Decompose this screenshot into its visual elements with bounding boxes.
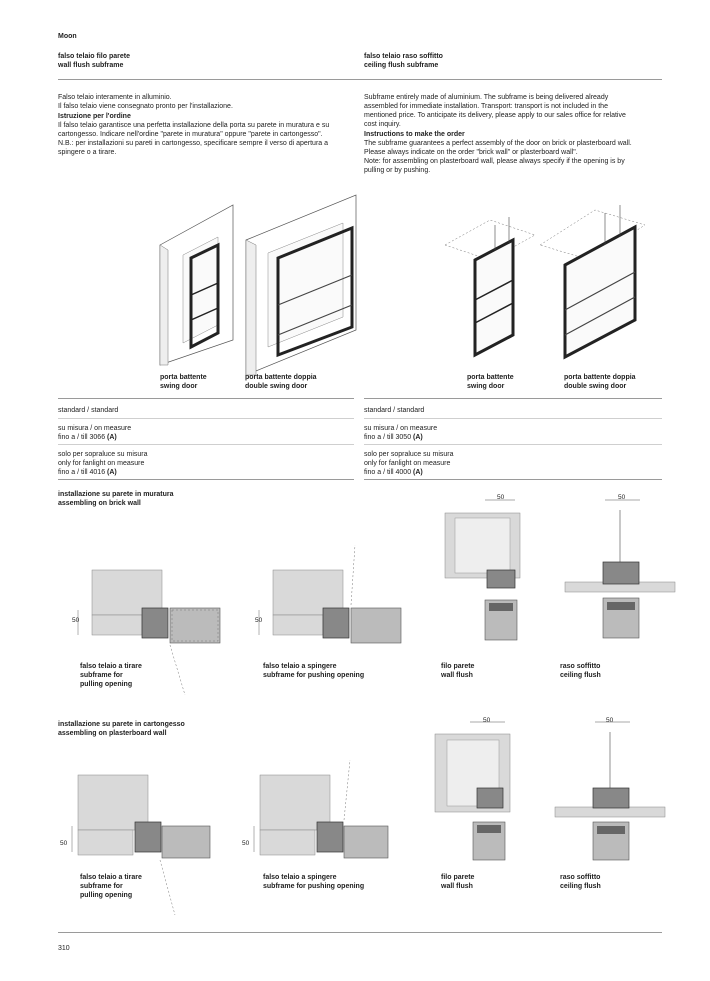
wall-flush-doors-illustration	[158, 195, 358, 360]
left-title-en: wall flush subframe	[58, 62, 124, 69]
caption-line: filo parete	[441, 663, 475, 670]
brick-caption-pulling	[80, 662, 142, 689]
right-order-line: Please always indicate on the order "brick wall" or plasterboard wall".	[364, 149, 578, 156]
brick-ceiling-flush-detail	[565, 490, 675, 640]
label-en: double swing door	[564, 383, 627, 390]
plasterboard-caption-pushing	[263, 873, 364, 891]
spec-line: only for fanlight on measure	[364, 460, 451, 467]
left-order-heading: Istruzione per l'ordine	[58, 113, 131, 120]
left-order-line: Il falso telaio garantisce una perfetta installazione della porta su parete in muratura e su	[58, 122, 330, 129]
caption-line: falso telaio a tirare	[80, 874, 142, 881]
right-body-line: assembled for immediate installation. Transport: transport is not included in the	[364, 103, 608, 110]
right-body-line: mentioned price. To anticipate its delivery, please apply to our sales office for relative	[364, 112, 626, 119]
plasterboard-wall-flush-detail	[435, 712, 515, 862]
right-description	[364, 93, 632, 175]
section-title-en: assembling on plasterboard wall	[58, 730, 167, 737]
left-body-line: Falso telaio interamente in alluminio.	[58, 94, 172, 101]
caption-line: raso soffitto	[560, 663, 601, 670]
label-it: porta battente doppia	[564, 374, 636, 381]
section-brick-title	[58, 490, 174, 508]
section-plasterboard-title	[58, 720, 185, 738]
right-body-line: Subframe entirely made of aluminium. The subframe is being delivered already	[364, 94, 609, 101]
page-number: 310	[58, 945, 70, 952]
left-description	[58, 93, 329, 157]
right-spec-standard: standard / standard	[364, 407, 425, 414]
brick-caption-pushing	[263, 662, 364, 680]
spec-rule	[364, 398, 662, 399]
dimension-label: 50	[483, 717, 491, 724]
caption-line: subframe for	[80, 672, 123, 679]
right-order-heading: Instructions to make the order	[364, 131, 465, 138]
brick-caption-wall-flush	[441, 662, 474, 680]
spec-rule	[364, 479, 662, 480]
plasterboard-caption-wall-flush	[441, 873, 474, 891]
dimension-label: 50	[606, 717, 614, 724]
spec-suffix: (A)	[107, 469, 117, 476]
right-title-it: falso telaio raso soffitto	[364, 53, 443, 60]
brick-caption-ceiling-flush	[560, 662, 601, 680]
section-title-en: assembling on brick wall	[58, 500, 141, 507]
spec-line: solo per sopraluce su misura	[58, 451, 148, 458]
caption-line: filo parete	[441, 874, 475, 881]
caption-line: ceiling flush	[560, 672, 601, 679]
label-en: swing door	[160, 383, 198, 390]
label-it: porta battente	[160, 374, 207, 381]
left-body-line: Il falso telaio viene consegnato pronto per l'installazione.	[58, 103, 233, 110]
spec-line: solo per sopraluce su misura	[364, 451, 454, 458]
spec-rule	[58, 479, 354, 480]
dimension-label: 50	[60, 840, 68, 847]
caption-line: falso telaio a spingere	[263, 663, 337, 670]
section-title-it: installazione su parete in cartongesso	[58, 721, 185, 728]
caption-line: wall flush	[441, 672, 473, 679]
spec-line: fino a / till 3050	[364, 434, 412, 441]
caption-line: subframe for	[80, 883, 123, 890]
label-en: swing door	[467, 383, 505, 390]
right-order-line: Note: for assembling on plasterboard wall, please always specify if the opening is by	[364, 158, 625, 165]
spec-line: su misura / on measure	[364, 425, 438, 432]
label-it: porta battente	[467, 374, 514, 381]
spec-rule	[58, 418, 354, 419]
left-spec-on-measure	[58, 424, 131, 442]
caption-line: subframe for pushing opening	[263, 672, 365, 679]
right-label-double	[564, 373, 636, 391]
spec-suffix: (A)	[107, 434, 117, 441]
dimension-label: 50	[242, 840, 250, 847]
header-divider	[58, 79, 662, 80]
plasterboard-ceiling-flush-detail	[555, 712, 665, 862]
label-it: porta battente doppia	[245, 374, 317, 381]
left-label-single	[160, 373, 207, 391]
caption-line: pulling opening	[80, 892, 133, 899]
caption-line: raso soffitto	[560, 874, 601, 881]
brick-pulling-detail	[70, 545, 210, 675]
left-label-double	[245, 373, 317, 391]
spec-rule	[58, 398, 354, 399]
spec-suffix: (A)	[413, 434, 423, 441]
product-title: Moon	[58, 33, 77, 40]
caption-line: pulling opening	[80, 681, 133, 688]
footer-divider	[58, 932, 662, 933]
section-title-it: installazione su parete in muratura	[58, 491, 174, 498]
brick-pushing-detail	[255, 545, 395, 675]
right-spec-fanlight	[364, 450, 454, 477]
plasterboard-pushing-detail	[240, 760, 390, 890]
caption-line: wall flush	[441, 883, 473, 890]
spec-line: su misura / on measure	[58, 425, 132, 432]
caption-line: falso telaio a spingere	[263, 874, 337, 881]
right-body-line: cost inquiry.	[364, 121, 401, 128]
right-order-line: pulling or by pushing.	[364, 167, 431, 174]
left-order-line: spingere o a tirare.	[58, 149, 117, 156]
brick-wall-flush-detail	[445, 490, 525, 640]
left-spec-standard: standard / standard	[58, 407, 119, 414]
spec-line: fino a / till 4016	[58, 469, 106, 476]
right-label-single	[467, 373, 514, 391]
ceiling-flush-doors-illustration	[445, 195, 645, 360]
left-spec-fanlight	[58, 450, 148, 477]
dimension-label: 50	[72, 617, 80, 624]
right-order-line: The subframe guarantees a perfect assembly of the door on brick or plasterboard wall.	[364, 140, 632, 147]
plasterboard-caption-ceiling-flush	[560, 873, 601, 891]
spec-line: fino a / till 3066	[58, 434, 106, 441]
dimension-label: 50	[255, 617, 263, 624]
spec-line: fino a / till 4000	[364, 469, 412, 476]
left-order-line: cartongesso. Indicare nell'ordine "parete in muratura" oppure "parete in cartongesso".	[58, 131, 323, 138]
right-spec-on-measure	[364, 424, 437, 442]
dimension-label: 50	[618, 494, 626, 501]
spec-rule	[364, 418, 662, 419]
plasterboard-pulling-detail	[60, 760, 210, 890]
spec-suffix: (A)	[413, 469, 423, 476]
right-title-en: ceiling flush subframe	[364, 62, 439, 69]
spec-line: only for fanlight on measure	[58, 460, 145, 467]
plasterboard-caption-pulling	[80, 873, 142, 900]
spec-rule	[364, 444, 662, 445]
left-order-line: N.B.: per installazioni su pareti in cartongesso, specificare sempre il verso di apertura a	[58, 140, 329, 147]
caption-line: ceiling flush	[560, 883, 601, 890]
caption-line: subframe for pushing opening	[263, 883, 365, 890]
dimension-label: 50	[497, 494, 505, 501]
label-en: double swing door	[245, 383, 308, 390]
left-title-it: falso telaio filo parete	[58, 53, 130, 60]
spec-rule	[58, 444, 354, 445]
caption-line: falso telaio a tirare	[80, 663, 142, 670]
